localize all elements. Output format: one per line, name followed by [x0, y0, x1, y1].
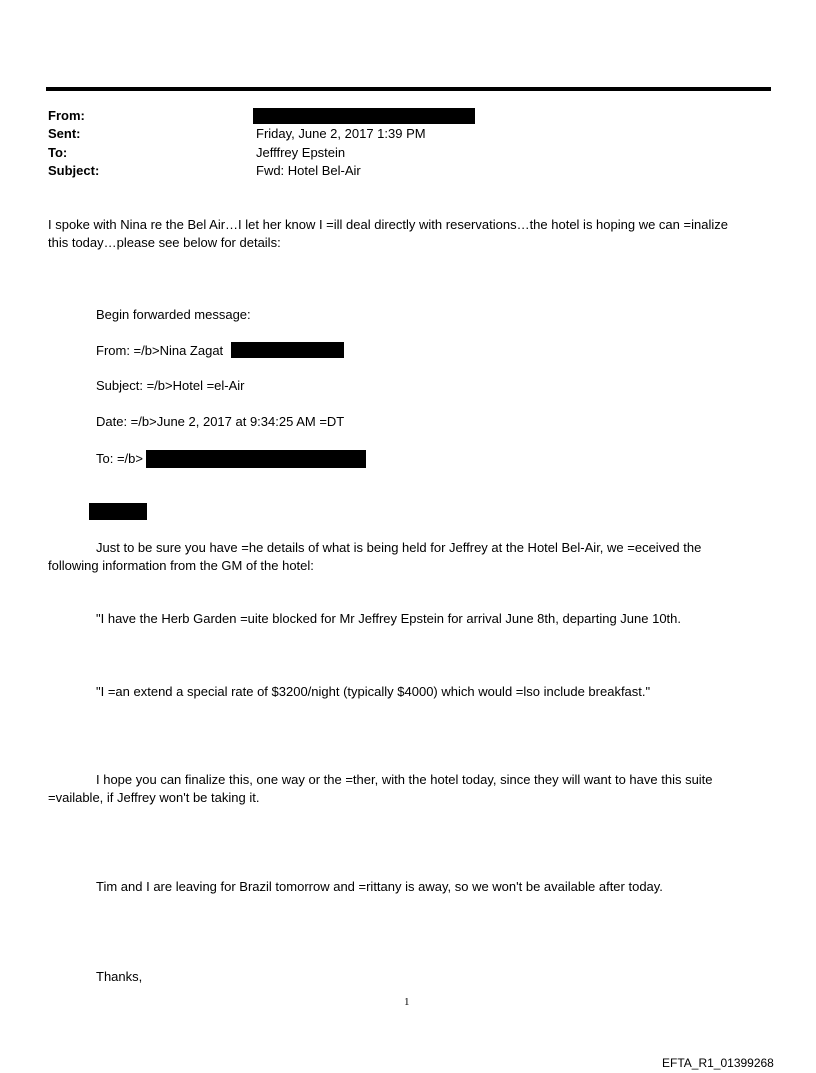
begin-forwarded: Begin forwarded message:	[96, 307, 251, 322]
subject-value: Fwd: Hotel Bel-Air	[256, 163, 361, 178]
quote-1: "I have the Herb Garden =uite blocked for Mr Jeffrey Epstein for arrival June 8th, departing June 10th.	[96, 611, 682, 626]
to-label: To:	[48, 145, 68, 160]
from-label: From:	[48, 108, 85, 123]
greeting-redaction	[89, 503, 147, 520]
paragraph-1-line-2: following information from the GM of the hotel:	[48, 558, 314, 573]
paragraph-2-line-2: =vailable, if Jeffrey won't be taking it.	[48, 790, 260, 805]
sent-label: Sent:	[48, 126, 81, 141]
paragraph-2-line-1: I hope you can finalize this, one way or the =ther, with the hotel today, since they will want to have this suite	[96, 772, 713, 787]
to-value: Jefffrey Epstein	[256, 145, 346, 160]
fwd-date: Date: =/b>June 2, 2017 at 9:34:25 AM =DT	[96, 414, 345, 429]
header-rule	[46, 87, 771, 91]
fwd-from: From: =/b>Nina Zagat	[96, 343, 224, 358]
fwd-to-redaction	[146, 450, 366, 468]
fwd-subject: Subject: =/b>Hotel =el-Air	[96, 378, 245, 393]
fwd-from-redaction	[231, 342, 344, 358]
document-id: EFTA_R1_01399268	[662, 1056, 774, 1070]
paragraph-3: Tim and I are leaving for Brazil tomorrow and =rittany is away, so we won't be available after today.	[96, 879, 663, 894]
sent-value: Friday, June 2, 2017 1:39 PM	[256, 126, 426, 141]
fwd-to: To: =/b>	[96, 451, 143, 466]
page-number: 1	[404, 996, 410, 1008]
quote-2: "I =an extend a special rate of $3200/night (typically $4000) which would =lso include breakfast."	[96, 684, 651, 699]
closing-thanks: Thanks,	[96, 969, 143, 984]
subject-label: Subject:	[48, 163, 100, 178]
intro-line-1: I spoke with Nina re the Bel Air…I let her know I =ill deal directly with reservations…the hotel is hoping we can =inalize	[48, 217, 728, 232]
paragraph-1-line-1: Just to be sure you have =he details of what is being held for Jeffrey at the Hotel Bel-Air, we =eceived the	[96, 540, 702, 555]
intro-line-2: this today…please see below for details:	[48, 235, 281, 250]
from-value-redaction	[253, 108, 475, 124]
